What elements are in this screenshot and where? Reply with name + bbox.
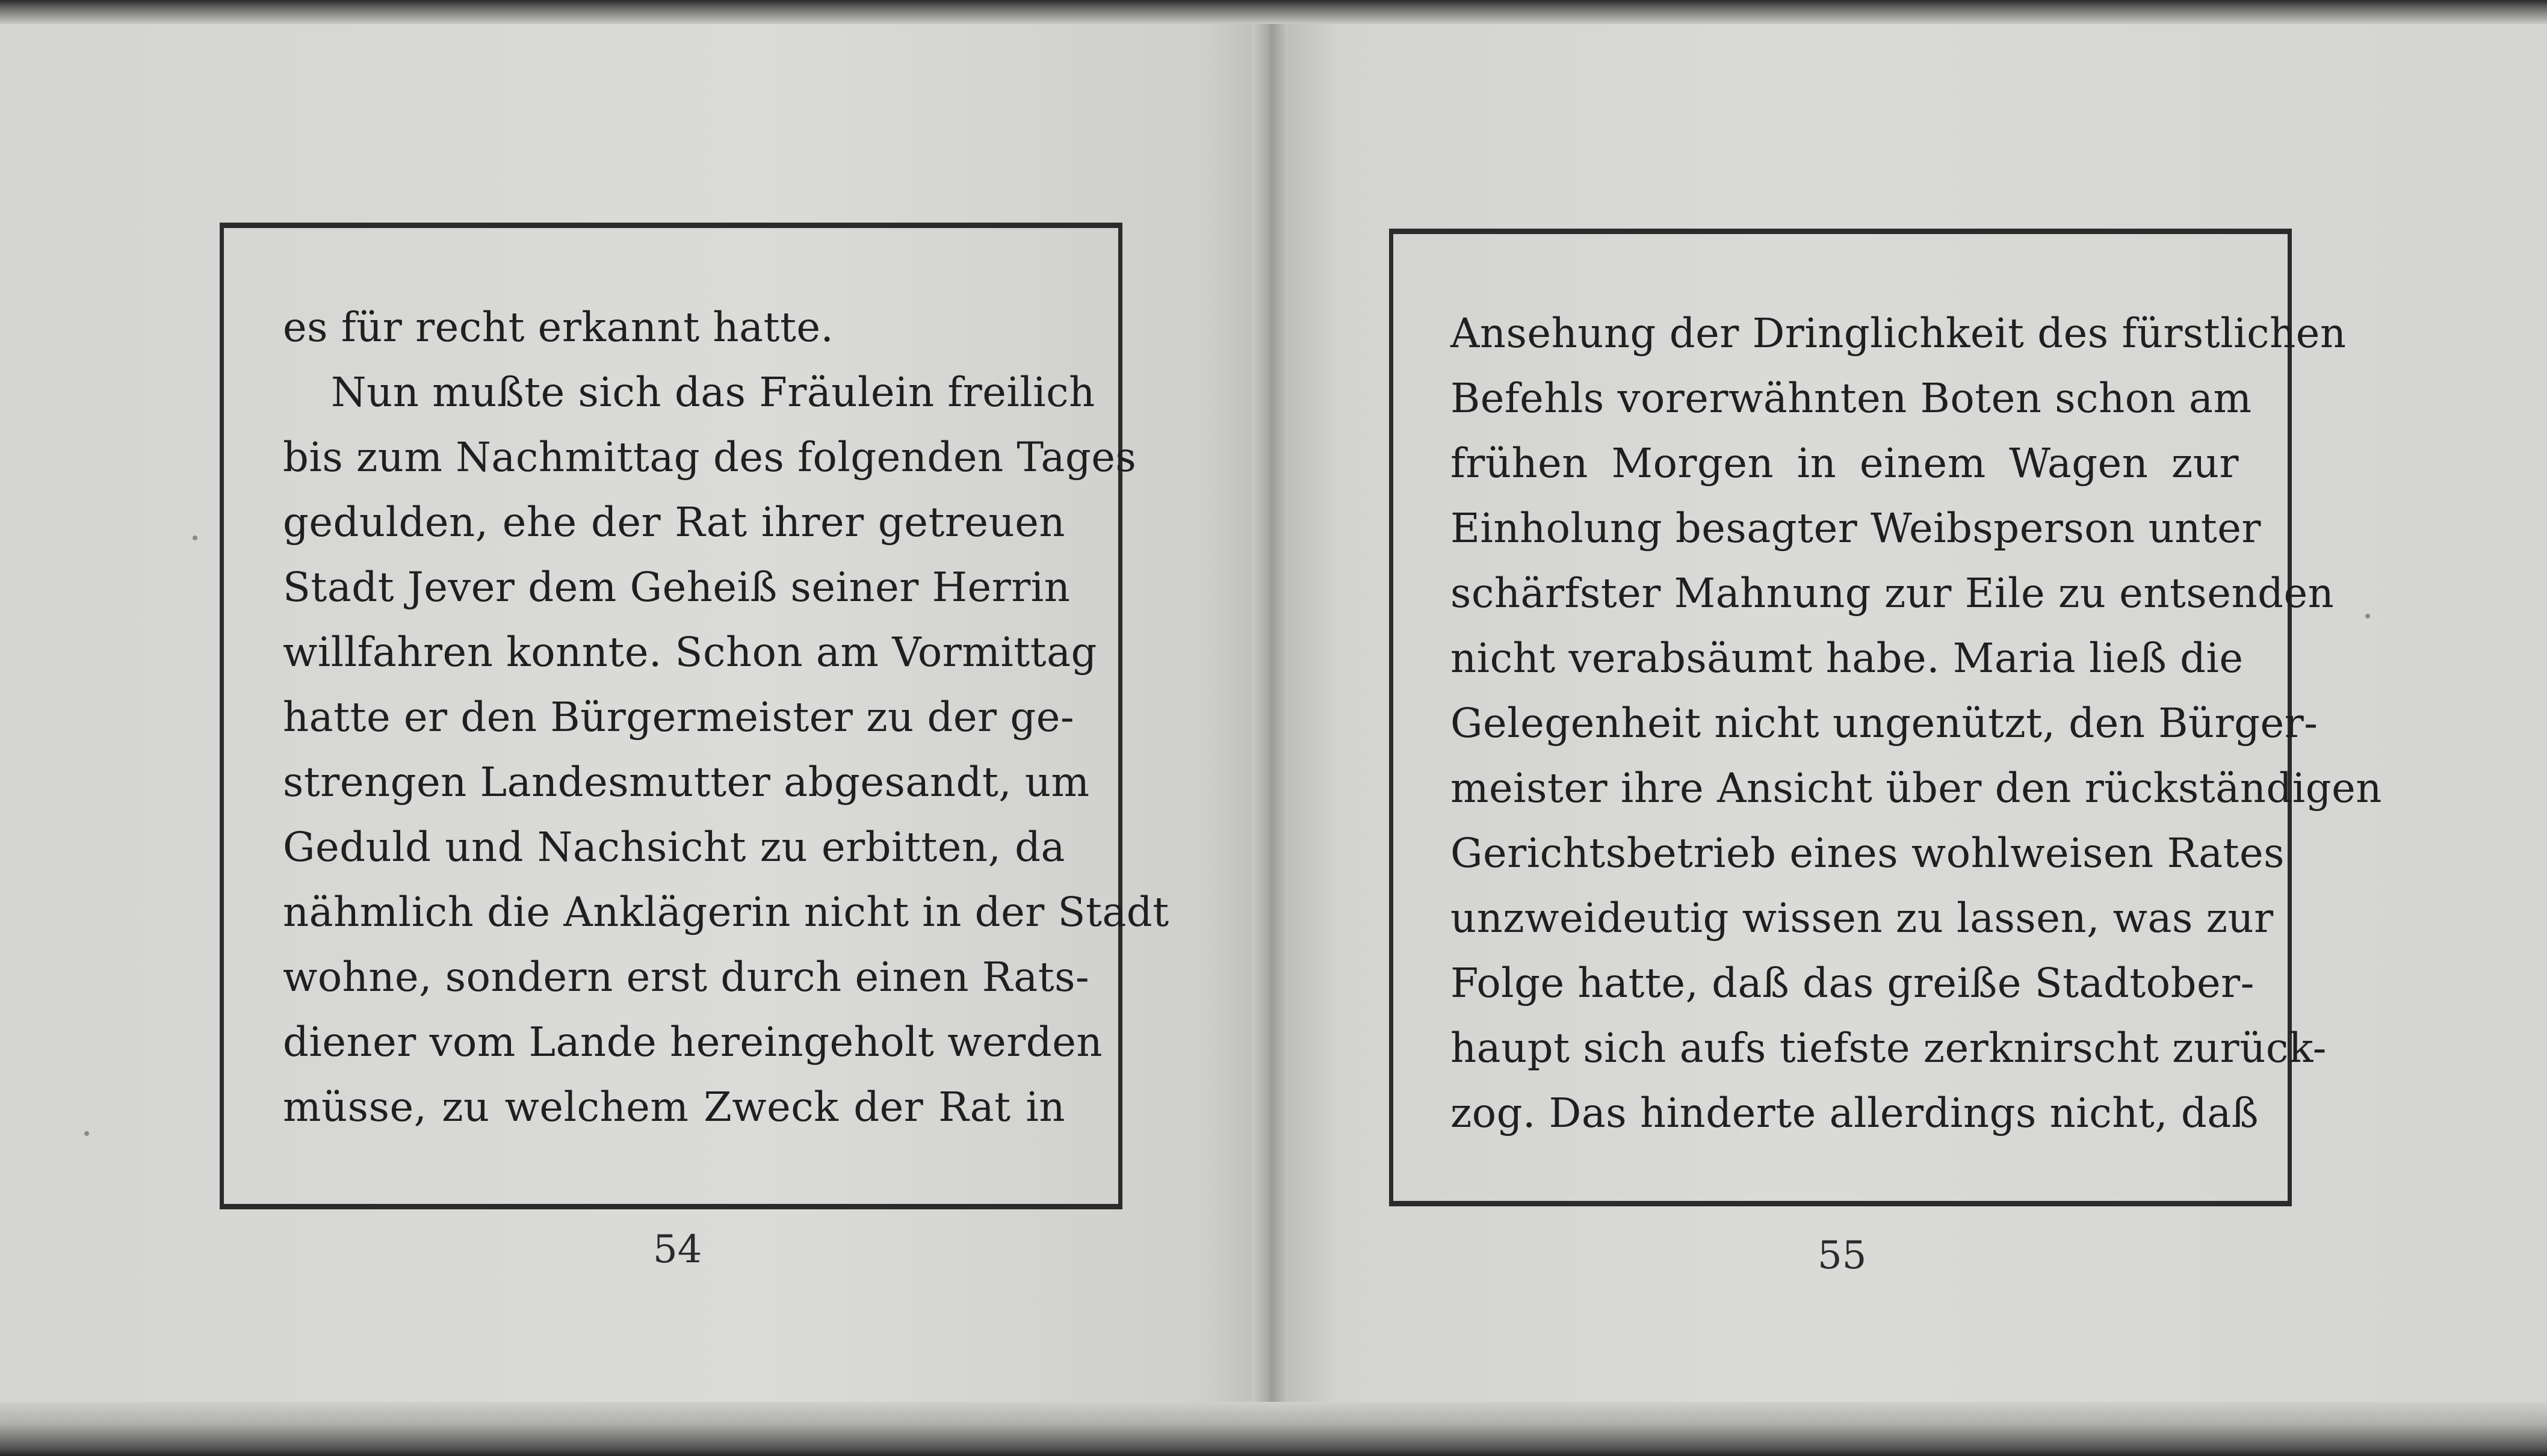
text-line: frühen Morgen in einem Wagen zur [1450,440,2239,487]
text-line: Folge hatte, daß das greiße Stadtober- [1450,960,2255,1007]
text-line: hatte er den Bürgermeister zu der ge- [283,694,1075,741]
text-line: es für recht erkannt hatte. [283,304,834,351]
bottom-edge [0,1402,2547,1456]
text-line: gedulden, ehe der Rat ihrer getreuen [283,499,1065,546]
text-line: willfahren konnte. Schon am Vormittag [283,629,1097,676]
text-line: Gelegenheit nicht ungenützt, den Bürger- [1450,700,2318,747]
text-line: Gerichtsbetrieb eines wohlweisen Rates [1450,830,2285,877]
text-line: Befehls vorerwähnten Boten schon am [1450,375,2252,422]
text-line: strengen Landesmutter abgesandt, um [283,759,1090,806]
text-line: diener vom Lande hereingeholt werden [283,1019,1103,1066]
text-line: nähmlich die Anklägerin nicht in der Stadt [283,889,1169,936]
text-line: haupt sich aufs tiefste zerknirscht zurück- [1450,1025,2327,1072]
text-line: zog. Das hinderte allerdings nicht, daß [1450,1090,2259,1137]
top-edge [0,0,2547,24]
right-page-text [1450,301,2382,1146]
text-line: meister ihre Ansicht über den rückständigen [1450,765,2382,812]
text-line: unzweideutig wissen zu lassen, was zur [1450,895,2274,942]
text-line: Nun mußte sich das Fräulein freilich [331,369,1095,416]
text-line: bis zum Nachmittag des folgenden Tages [283,434,1137,481]
text-line: Stadt Jever dem Geheiß seiner Herrin [283,564,1071,611]
page-number-left: 54 [653,1227,702,1272]
paper-speck [2365,614,2370,618]
text-line: müsse, zu welchem Zweck der Rat in [283,1084,1065,1131]
text-line: Geduld und Nachsicht zu erbitten, da [283,824,1065,871]
paper-speck [84,1131,89,1136]
book-gutter [1252,0,1288,1456]
text-line: schärfster Mahnung zur Eile zu entsenden [1450,570,2335,617]
text-line: Einholung besagter Weibsperson unter [1450,505,2261,552]
paper-speck [193,535,197,540]
page-number-right: 55 [1818,1233,1867,1278]
left-page-text [283,295,1169,1140]
text-line: Ansehung der Dringlichkeit des fürstlichen [1450,310,2347,357]
text-line: nicht verabsäumt habe. Maria ließ die [1450,635,2244,682]
text-line: wohne, sondern erst durch einen Rats- [283,954,1090,1001]
